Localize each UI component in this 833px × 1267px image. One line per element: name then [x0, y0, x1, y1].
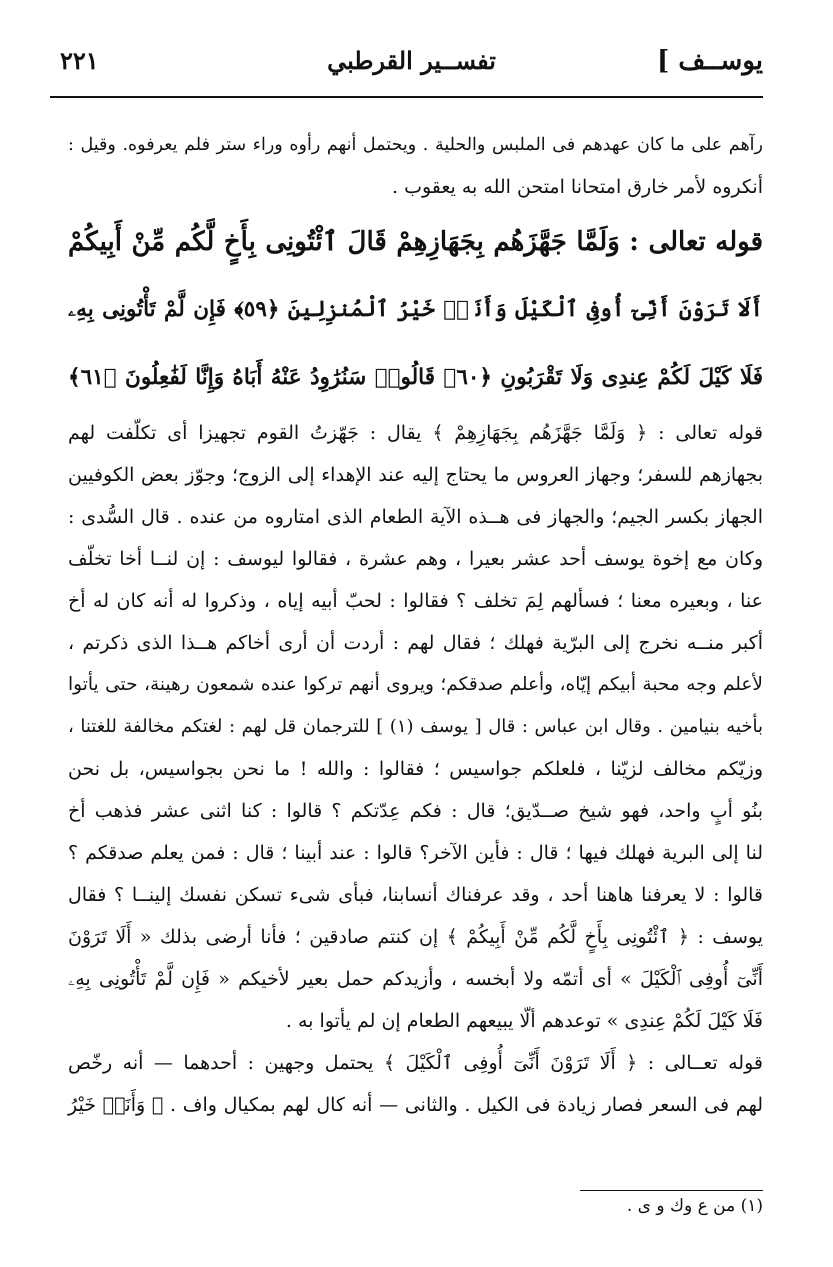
text-line: بجهازهم للسفر؛ وجهاز العروس ما يحتاج إليه عند الإهداء إلى الزوج؛ وجوّز بعض الكوفيين — [68, 464, 764, 486]
text-line: بأخيه بنيامين . وقال ابن عباس : قال [ يوسف (١) ] للترجمان قل لهم : لغتكم مخالفة للغتنا ، — [68, 716, 763, 737]
text-line: قوله تعالى : ﴿ وَلَمَّا جَهَّزَهُم بِجَهَازِهِمْ ﴾ يقال : جَهّزتُ القوم تجهيزا أى تكلّفت لهم — [68, 422, 764, 444]
text-line: عنا ، وبعيره معنا ؛ فسألهم لِمَ تخلف ؟ فقالوا : لحبّ أبيه إياه ، وذكروا له أنه كان له أخ — [68, 590, 764, 612]
text-line: أكبر منــه نخرج إلى البرّية فهلك ؛ فقال لهم : أردت أن أرى أخاكم هــذا الذى ذكرتم ، — [68, 632, 763, 654]
book-title: تفســير القرطبي — [327, 46, 496, 75]
text-line: يوسف : ﴿ ٱئْتُونِى بِأَخٍ لَّكُم مِّنْ أَبِيكُمْ ﴾ إن كنتم صادقين ؛ فأنا أرضى بذلك « أَلَا تَرَوْنَ — [68, 926, 763, 948]
text-line: رآهم على ما كان عهدهم فى الملبس والحلية . ويحتمل أنهم رأوه وراء ستر فلم يعرفوه. وقيل : — [68, 135, 763, 155]
page-number: ٢٢١ — [60, 46, 99, 75]
text-line: فَلَا كَيْلَ لَكُمْ عِندِى » توعدهم ألّا يبيعهم الطعام إن لم يأتوا به . — [285, 1010, 763, 1032]
body-text — [68, 124, 763, 1126]
text-line: بنُو أبٍ واحد، فهو شيخ صــدّيق؛ قال : فكم عِدّتكم ؟ قالوا : كنا اثنى عشر فذهب أخ — [68, 800, 763, 822]
verse-line: قوله تعالى : وَلَمَّا جَهَّزَهُم بِجَهَازِهِمْ قَالَ ٱئْتُونِى بِأَخٍ لَّكُم مِّنْ أَبِيكُمْ — [68, 227, 763, 257]
text-line: لأعلم وجه محبة أبيكم إيّاه، وأعلم صدقكم؛ ويروى أنهم تركوا عنده شمعون رهينة، حتى يأتوا — [68, 674, 763, 695]
text-line: وزيّكم مخالف لزيّنا ، فلعلكم جواسيس ؛ فقالوا : والله ! ما نحن بجواسيس، بل نحن — [68, 758, 763, 780]
text-line: وكان مع إخوة يوسف أحد عشر بعيرا ، وهم عشرة ، فقالوا ليوسف : إن لنــا أخا تخلّف — [68, 548, 763, 570]
text-line: أنكروه لأمر خارق امتحانا امتحن الله به يعقوب . — [391, 176, 763, 198]
text-line: أَنِّىٓ أُوفِى ٱلْكَيْلَ » أى أتمّه ولا أبخسه ، وأزيدكم حمل بعير لأخيكم « فَإِن لَّمْ تَأْتُونِى بِهِۦ — [68, 968, 763, 990]
running-header — [60, 40, 763, 90]
text-line: قوله تعــالى : ﴿ أَلَا تَرَوْنَ أَنِّىٓ أُوفِى ٱلْكَيْلَ ﴾ يحتمل وجهين : أحدهما — أنه رخّص — [68, 1052, 763, 1074]
footnote: (١) من ع وك و ى . — [626, 1196, 763, 1216]
verse-line: أَلَا تَرَوْنَ أَنِّىٓ أُوفِى ٱلْكَيْلَ وَأَنَا۠ خَيْرُ ٱلْمُنزِلِينَ ﴿٥٩﴾ فَإِن لَّمْ تَأْتُونِى بِهِۦ — [68, 297, 763, 322]
surah-name: يوســف ] — [657, 46, 763, 76]
header-rule — [50, 96, 763, 98]
text-line: قالوا : لا يعرفنا هاهنا أحد ، وقد عرفناك أنسابنا، فبأى شىء تسكن نفسك إلينــا ؟ فقال — [68, 884, 763, 906]
footnote-rule — [580, 1190, 763, 1191]
text-line: لنا إلى البرية فهلك فيها ؛ قال : فأين الآخر؟ قالوا : عند أبينا ؛ قال : فمن يعلم صدقكم ؟ — [68, 842, 763, 864]
text-line: لهم فى السعر فصار زيادة فى الكيل . والثانى — أنه كال لهم بمكيال واف . ﴿ وَأَنَا۠ خَيْرُ — [68, 1094, 763, 1116]
text-line: الجهاز بكسر الجيم؛ والجهاز فى هــذه الآية الطعام الذى امتاروه من عنده . قال السُّدى : — [68, 506, 763, 528]
verse-line: فَلَا كَيْلَ لَكُمْ عِندِى وَلَا تَقْرَبُونِ ﴿٦٠﴾ قَالُوا۟ سَنُرَٰوِدُ عَنْهُ أَبَاهُ وَإِنَّا لَفَٰعِلُونَ ﴿٦١﴾ — [68, 365, 763, 390]
